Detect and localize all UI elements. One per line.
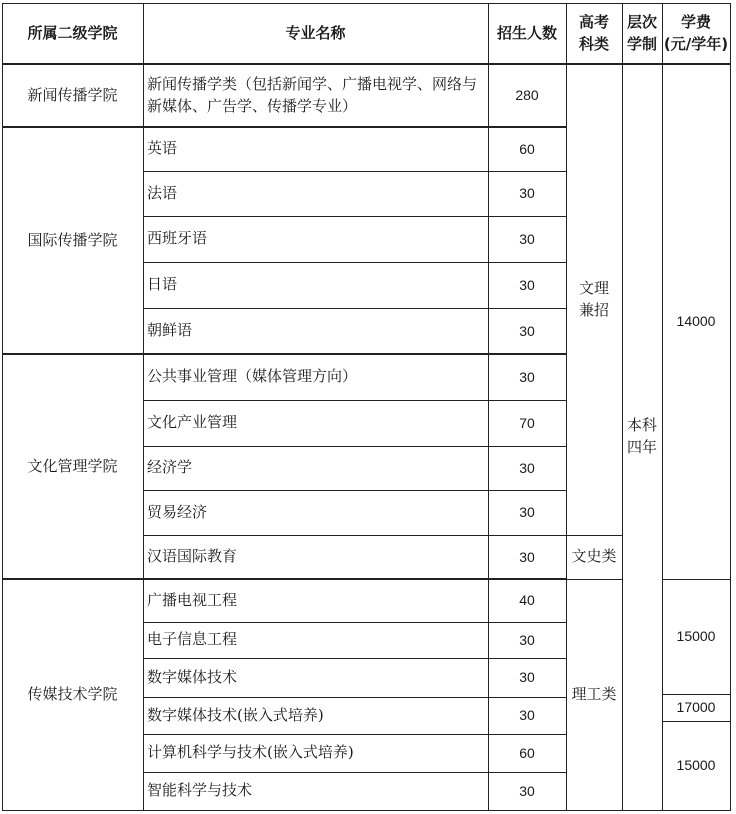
table-rule-h bbox=[143, 308, 567, 309]
table-rule-v bbox=[566, 3, 567, 811]
table-rule-h bbox=[143, 400, 567, 401]
table-rule-v bbox=[488, 3, 489, 811]
category-cell: 文理 兼招 bbox=[578, 278, 609, 319]
major-name: 西班牙语 bbox=[147, 229, 208, 248]
major-name: 广播电视工程 bbox=[147, 590, 238, 609]
table-rule-v bbox=[730, 3, 731, 811]
header-tuition: 学费 (元/学年) bbox=[663, 12, 729, 53]
table-rule-h bbox=[143, 772, 567, 773]
table-rule-h bbox=[662, 579, 731, 580]
major-name: 数字媒体技术 bbox=[147, 667, 238, 686]
major-name: 日语 bbox=[147, 275, 178, 294]
major-name: 英语 bbox=[147, 139, 178, 158]
enroll-count: 60 bbox=[519, 140, 535, 157]
major-name: 智能科学与技术 bbox=[147, 781, 253, 800]
table-rule-v bbox=[2, 3, 3, 811]
table-rule-h bbox=[143, 622, 567, 623]
enroll-count: 30 bbox=[519, 185, 535, 202]
category-cell: 理工类 bbox=[571, 684, 617, 703]
header-major: 专业名称 bbox=[285, 23, 346, 42]
table-rule-h bbox=[143, 490, 567, 491]
table-rule-v bbox=[143, 3, 144, 811]
enroll-count: 30 bbox=[519, 322, 535, 339]
table-rule-h bbox=[143, 658, 567, 659]
header-college: 所属二级学院 bbox=[27, 23, 118, 42]
table-rule-h bbox=[143, 216, 567, 217]
table-rule-h bbox=[143, 734, 567, 735]
enroll-count: 30 bbox=[519, 230, 535, 247]
college-name: 新闻传播学院 bbox=[27, 85, 118, 104]
level-cell: 本科 四年 bbox=[626, 416, 657, 456]
enroll-count: 70 bbox=[519, 414, 535, 431]
table-rule-h bbox=[2, 578, 567, 580]
enroll-count: 30 bbox=[519, 504, 535, 521]
major-name: 数字媒体技术(嵌入式培养) bbox=[147, 705, 324, 724]
table-rule-h bbox=[143, 262, 567, 263]
table-rule-h bbox=[662, 694, 731, 695]
major-name: 计算机科学与技术(嵌入式培养) bbox=[147, 743, 354, 762]
header-category: 高考 科类 bbox=[578, 12, 609, 53]
enroll-count: 30 bbox=[519, 631, 535, 648]
enroll-count: 30 bbox=[519, 782, 535, 799]
major-name: 汉语国际教育 bbox=[147, 547, 238, 566]
enroll-count: 30 bbox=[519, 548, 535, 565]
table-rule-h bbox=[566, 535, 623, 536]
category-cell: 文史类 bbox=[571, 547, 617, 566]
table-rule-h bbox=[143, 535, 567, 536]
table-rule-h bbox=[2, 353, 567, 355]
table-rule-v bbox=[662, 3, 663, 811]
enroll-count: 30 bbox=[519, 368, 535, 385]
college-name: 文化管理学院 bbox=[27, 456, 118, 475]
major-name: 法语 bbox=[147, 183, 178, 202]
enroll-count: 40 bbox=[519, 592, 535, 609]
tuition-cell: 14000 bbox=[676, 313, 716, 330]
major-name: 新闻传播学类（包括新闻学、广播电视学、网络与新媒体、广告学、传播学专业） bbox=[147, 74, 478, 115]
enroll-count: 60 bbox=[519, 744, 535, 761]
header-enroll: 招生人数 bbox=[496, 23, 557, 42]
table-rule-h bbox=[662, 721, 731, 722]
table-rule-h bbox=[2, 126, 567, 128]
table-rule-h bbox=[566, 579, 623, 580]
major-name: 经济学 bbox=[147, 458, 193, 477]
tuition-cell: 15000 bbox=[676, 757, 716, 774]
major-name: 文化产业管理 bbox=[147, 413, 238, 432]
header-level: 层次 学制 bbox=[626, 12, 657, 53]
tuition-cell: 17000 bbox=[676, 699, 716, 716]
major-name: 朝鲜语 bbox=[147, 321, 193, 340]
enroll-count: 280 bbox=[515, 87, 539, 104]
college-name: 国际传播学院 bbox=[27, 230, 118, 249]
enroll-count: 30 bbox=[519, 459, 535, 476]
table-rule-h bbox=[143, 171, 567, 172]
table-rule-h bbox=[143, 446, 567, 447]
major-name: 电子信息工程 bbox=[147, 630, 238, 649]
major-name: 贸易经济 bbox=[147, 502, 208, 521]
enroll-count: 30 bbox=[519, 669, 535, 686]
major-name: 公共事业管理（媒体管理方向） bbox=[147, 367, 358, 386]
enroll-count: 30 bbox=[519, 707, 535, 724]
enroll-count: 30 bbox=[519, 276, 535, 293]
table-rule-h bbox=[143, 697, 567, 698]
tuition-cell: 15000 bbox=[676, 628, 716, 645]
college-name: 传媒技术学院 bbox=[27, 684, 118, 703]
table-rule-v bbox=[622, 3, 623, 811]
